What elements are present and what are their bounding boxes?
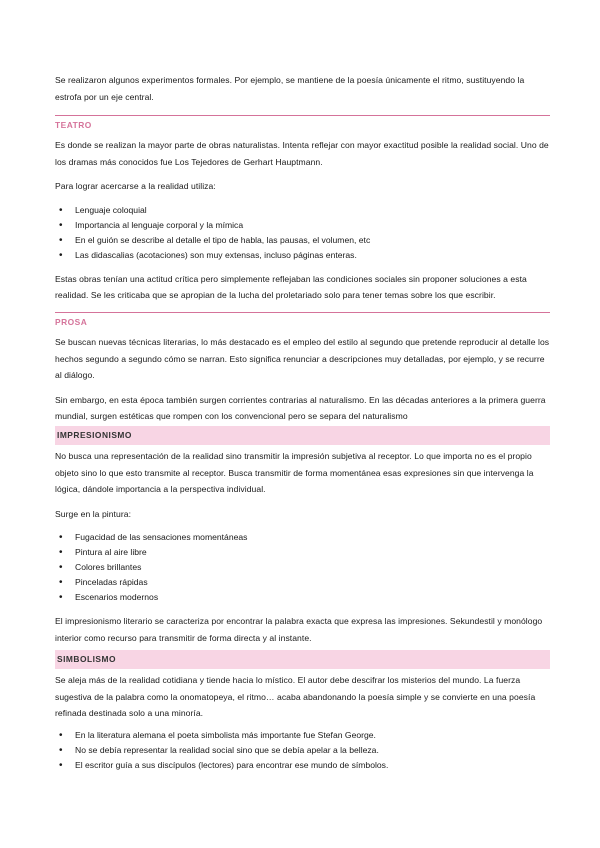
section-heading-simbolismo: SIMBOLISMO: [55, 650, 550, 669]
list-item: • Colores brillantes: [55, 560, 550, 575]
list-item: • Fugacidad de las sensaciones momentáneas: [55, 530, 550, 545]
paragraph: Surge en la pintura:: [55, 508, 132, 519]
section-simbolismo: [55, 650, 550, 773]
bullet-list: [55, 728, 550, 773]
section-heading-impresionismo: IMPRESIONISMO: [55, 426, 550, 445]
list-item: • Las didascalias (acotaciones) son muy extensas, incluso páginas enteras.: [55, 248, 550, 263]
section-teatro: [55, 115, 550, 304]
section-prosa: [55, 312, 550, 425]
list-item: • Pintura al aire libre: [55, 545, 550, 560]
bullet-list: [55, 203, 550, 263]
paragraph: Es donde se realizan la mayor parte de obras naturalistas. Intenta reflejar con mayor exactitud posible la realidad social. Uno de los dramas más conocidos fue Los Tejedores de Gerhart Hauptmann.: [55, 140, 549, 167]
paragraph: Estas obras tenían una actitud crítica pero simplemente reflejaban las condiciones sociales sin proponer soluciones a esta realidad. Se les criticaba que se apropian de la lucha del proletariado solo para tener temas sobre los que escribir.: [55, 273, 527, 300]
paragraph: Sin embargo, en esta época también surgen corrientes contrarias al naturalismo. En las décadas anteriores a la primera guerra mundial, surgen estéticas que rompen con los convencional pero se separa del naturalismo: [55, 394, 546, 421]
list-item: • No se debía representar la realidad social sino que se debía apelar a la belleza.: [55, 743, 550, 758]
paragraph: Se aleja más de la realidad cotidiana y tiende hacia lo místico. El autor debe descifrar los misterios del mundo. La fuerza sugestiva de la palabra como la onomatopeya, el ritmo… acaba abandonando la poesía simple y se convierte en una poesía refinada destinada solo a una minoría.: [55, 675, 536, 718]
list-item: • En la literatura alemana el poeta simbolista más importante fue Stefan George.: [55, 728, 550, 743]
list-item: • Importancia al lenguaje corporal y la mímica: [55, 218, 550, 233]
paragraph: No busca una representación de la realidad sino transmitir la impresión subjetiva al receptor. Lo que importa no es el propio objeto sino lo que esto transmite al receptor. Busca transmitir de forma momentánea esas expresiones sin que intervenga la lógica, dándole importancia a la perspectiva individual.: [55, 451, 534, 494]
list-item: • Lenguaje coloquial: [55, 203, 550, 218]
paragraph: Se buscan nuevas técnicas literarias, lo más destacado es el empleo del estilo al segundo que pretende reproducir al detalle los hechos segundo a segundo cómo se narran. Esto significa renunciar a descripciones muy detalladas, por ejemplo, y se recurre al diálogo.: [55, 337, 550, 380]
section-heading-teatro: TEATRO: [55, 115, 550, 133]
intro-paragraph: Se realizaron algunos experimentos formales. Por ejemplo, se mantiene de la poesía únicamente el ritmo, sustituyendo la estrofa por un eje central.: [55, 75, 525, 102]
list-item: • El escritor guía a sus discípulos (lectores) para encontrar ese mundo de símbolos.: [55, 758, 550, 773]
section-heading-prosa: PROSA: [55, 312, 550, 330]
paragraph: Para lograr acercarse a la realidad utiliza:: [55, 181, 216, 191]
bullet-list: [55, 530, 550, 605]
list-item: • En el guión se describe al detalle el tipo de habla, las pausas, el volumen, etc: [55, 233, 550, 248]
list-item: • Escenarios modernos: [55, 590, 550, 605]
section-impresionismo: [55, 426, 550, 646]
list-item: • Pinceladas rápidas: [55, 575, 550, 590]
paragraph: El impresionismo literario se caracteriza por encontrar la palabra exacta que expresa las impresiones. Sekundestil y monólogo interior como recurso para transmitir de forma directa y al instante.: [55, 616, 543, 643]
